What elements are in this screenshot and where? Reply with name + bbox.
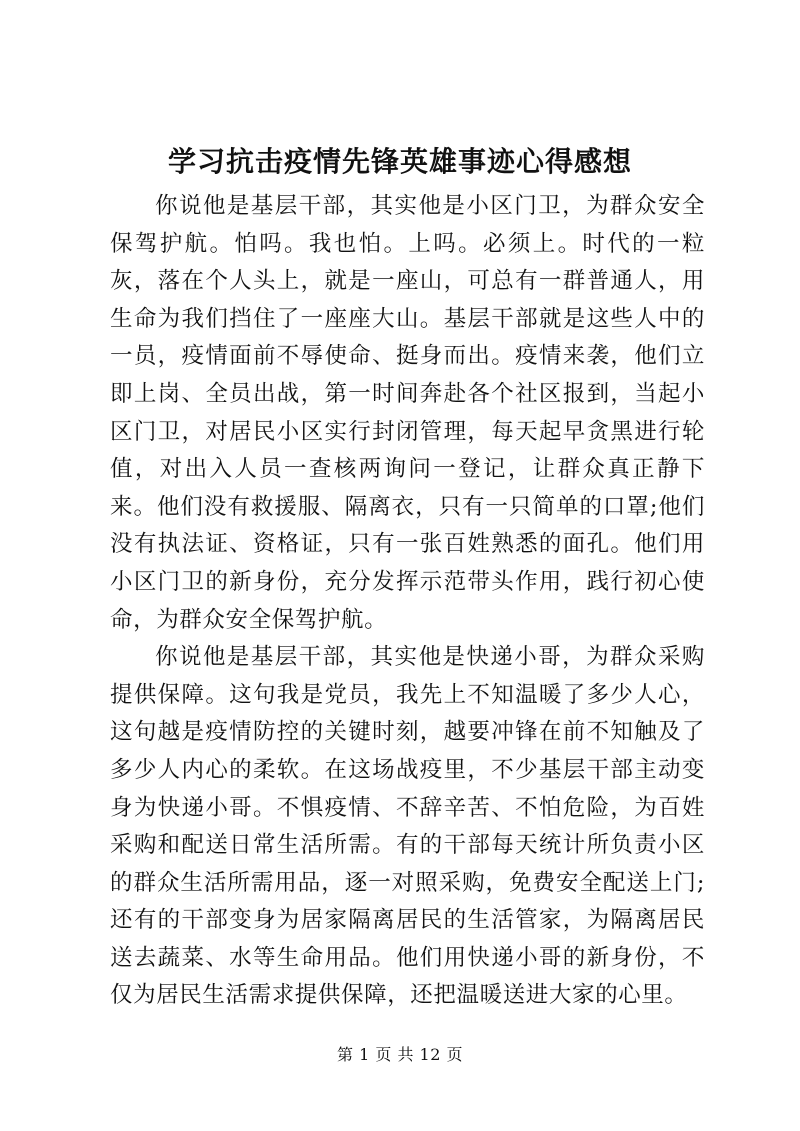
page-number-footer: 第 1 页 共 12 页 xyxy=(337,1045,463,1064)
paragraph: 你说他是基层干部，其实他是小区门卫，为群众安全保驾护航。怕吗。我也怕。上吗。必须上。时代的一粒灰，落在个人头上，就是一座山，可总有一群普通人，用生命为我们挡住了一座座大山。基层干部就是这些人中的一员，疫情面前不辱使命、挺身而出。疫情来袭，他们立即上岗、全员出战，第一时间奔赴各个社区报到，当起小区门卫，对居民小区实行封闭管理，每天起早贪黑进行轮值，对出入人员一查核两询问一登记，让群众真正静下来。他们没有救援服、隔离衣，只有一只简单的口罩;他们没有执法证、资格证，只有一张百姓熟悉的面孔。他们用小区门卫的新身份，充分发挥示范带头作用，践行初心使命，为群众安全保驾护航。 xyxy=(110,193,705,633)
document-body xyxy=(110,188,705,1015)
page-title: 学习抗击疫情先锋英雄事迹心得感想 xyxy=(167,145,632,178)
paragraph: 你说他是基层干部，其实他是快递小哥，为群众采购提供保障。这句我是党员，我先上不知温暖了多少人心，这句越是疫情防控的关键时刻，越要冲锋在前不知触及了多少人内心的柔软。在这场战疫里，不少基层干部主动变身为快递小哥。不惧疫情、不辞辛苦、不怕危险，为百姓采购和配送日常生活所需。有的干部每天统计所负责小区的群众生活所需用品，逐一对照采购，免费安全配送上门;还有的干部变身为居家隔离居民的生活管家，为隔离居民送去蔬菜、水等生命用品。他们用快递小哥的新身份，不仅为居民生活需求提供保障，还把温暖送进大家的心里。 xyxy=(110,644,705,1009)
